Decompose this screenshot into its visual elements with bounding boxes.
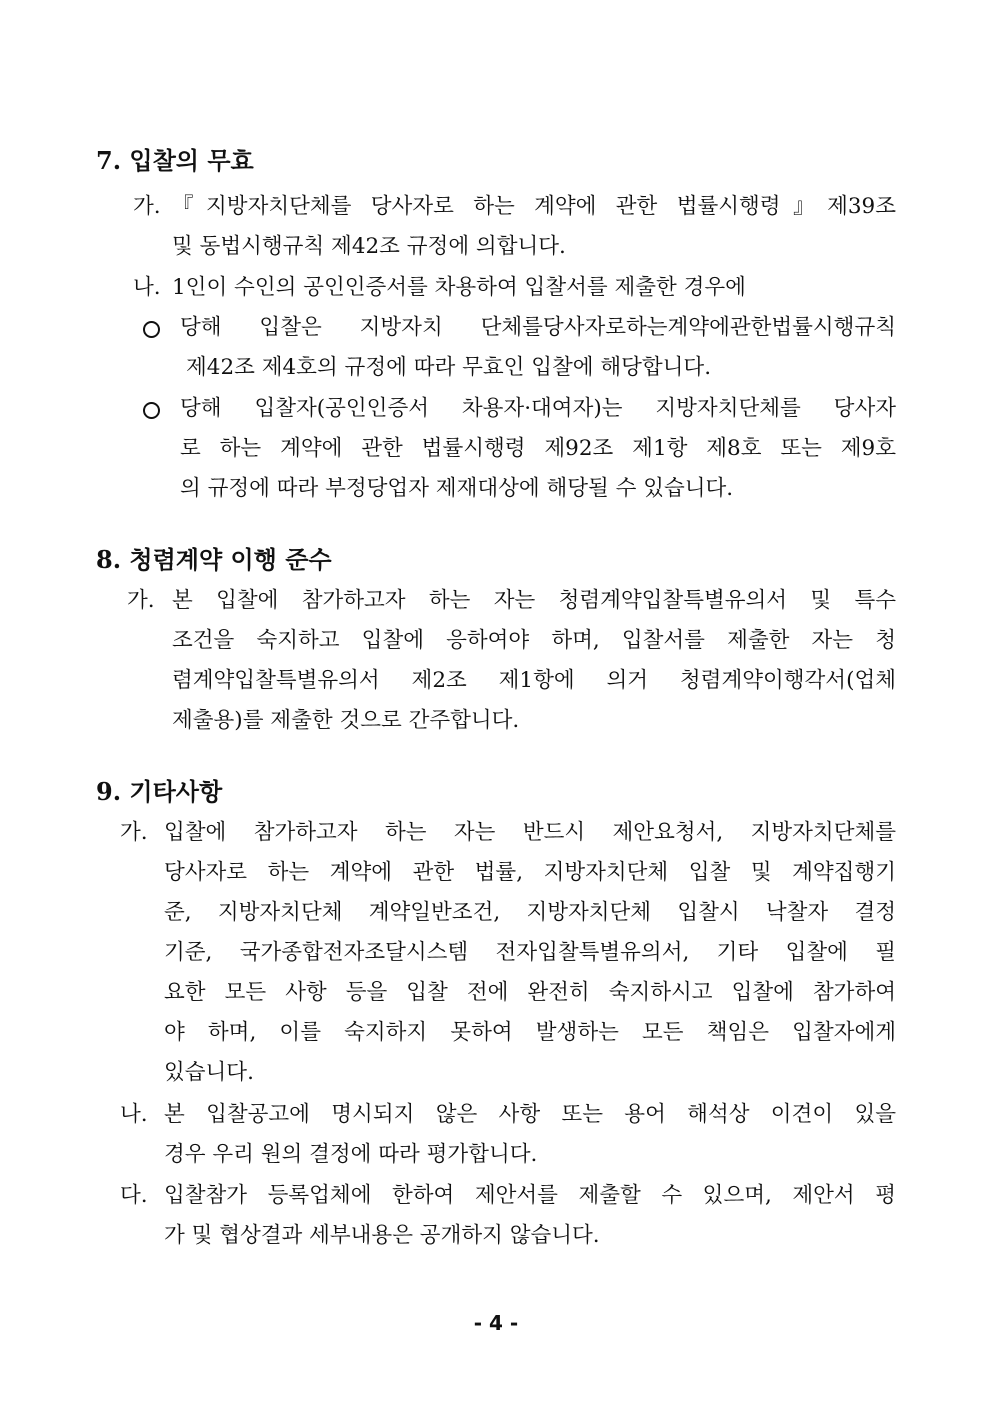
item-line: 로 하는 계약에 관한 법률시행령 제92조 제1항 제8호 또는 제9호 xyxy=(180,436,896,461)
item-line: 경우 우리 원의 결정에 따라 평가합니다. xyxy=(164,1142,538,1167)
item-line: 당사자로 하는 계약에 관한 법률, 지방자치단체 입찰 및 계약집행기 xyxy=(164,860,896,885)
item-line: 입찰참가 등록업체에 한하여 제안서를 제출할 수 있으며, 제안서 평 xyxy=(164,1183,896,1208)
item-line: 기준, 국가종합전자조달시스템 전자입찰특별유의서, 기타 입찰에 필 xyxy=(164,940,896,965)
item-line: 렴계약입찰특별유의서 제2조 제1항에 의거 청렴계약이행각서(업체 xyxy=(172,668,896,693)
item-line: 당해 입찰자(공인인증서 차용자·대여자)는 지방자치단체를 당사자 xyxy=(180,396,896,421)
item-line: 1인이 수인의 공인인증서를 차용하여 입찰서를 제출한 경우에 xyxy=(172,275,746,300)
item-marker: 나. xyxy=(133,275,161,300)
item-line: 제출용)를 제출한 것으로 간주합니다. xyxy=(172,708,520,733)
item-line: 제42조 제4호의 규정에 따라 무효인 입찰에 해당합니다. xyxy=(186,355,712,380)
circle-bullet-icon xyxy=(143,402,160,419)
item-line: 요한 모든 사항 등을 입찰 전에 완전히 숙지하시고 입찰에 참가하여 xyxy=(164,980,896,1005)
item-line: 및 동법시행규칙 제42조 규정에 의합니다. xyxy=(172,234,566,259)
item-line: 『지방자치단체를 당사자로 하는 계약에 관한 법률시행령』제39조 xyxy=(172,194,896,219)
item-marker: 가. xyxy=(127,588,155,613)
item-line: 가 및 협상결과 세부내용은 공개하지 않습니다. xyxy=(164,1223,600,1248)
section-7-heading: 7. 입찰의 무효 xyxy=(96,146,254,175)
section-8-heading: 8. 청렴계약 이행 준수 xyxy=(96,545,332,574)
item-line: 본 입찰공고에 명시되지 않은 사항 또는 용어 해석상 이견이 있을 xyxy=(164,1102,896,1127)
circle-bullet-icon xyxy=(143,321,160,338)
item-line: 야 하며, 이를 숙지하지 못하여 발생하는 모든 책임은 입찰자에게 xyxy=(164,1020,896,1045)
page-number: - 4 - xyxy=(473,1311,519,1335)
item-marker: 가. xyxy=(120,820,148,845)
item-line: 본 입찰에 참가하고자 하는 자는 청렴계약입찰특별유의서 및 특수 xyxy=(172,588,896,613)
item-line: 당해 입찰은 지방자치 단체를당사자로하는계약에관한법률시행규칙 xyxy=(180,315,896,340)
item-line: 있습니다. xyxy=(164,1060,254,1085)
item-marker: 가. xyxy=(133,194,161,219)
section-9-heading: 9. 기타사항 xyxy=(96,777,223,806)
item-marker: 다. xyxy=(120,1183,148,1208)
item-marker: 나. xyxy=(120,1102,148,1127)
item-line: 준, 지방자치단체 계약일반조건, 지방자치단체 입찰시 낙찰자 결정 xyxy=(164,900,896,925)
item-line: 입찰에 참가하고자 하는 자는 반드시 제안요청서, 지방자치단체를 xyxy=(164,820,896,845)
item-line: 의 규정에 따라 부정당업자 제재대상에 해당될 수 있습니다. xyxy=(180,476,734,501)
item-line: 조건을 숙지하고 입찰에 응하여야 하며, 입찰서를 제출한 자는 청 xyxy=(172,628,896,653)
